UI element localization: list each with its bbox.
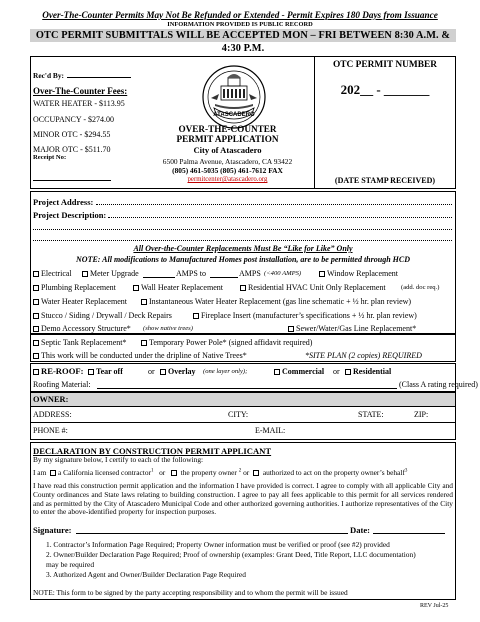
declaration-note-1: 1. Contractor’s Information Page Required; Property Owner information must be verified or proof (see #2) provided xyxy=(46,540,390,549)
fee-water-heater: WATER HEATER - $113.95 xyxy=(33,99,125,108)
date-stamp-label: (DATE STAMP RECEIVED) xyxy=(334,176,436,185)
fee-major-otc: MAJOR OTC - $511.70 xyxy=(33,145,111,154)
roofing-material-label: Roofing Material: xyxy=(33,380,91,389)
opt-hvac[interactable]: Residential HVAC Unit Only Replacement xyxy=(240,283,386,292)
project-description-field[interactable] xyxy=(108,217,452,218)
checkbox[interactable] xyxy=(141,299,147,305)
class-a-note: (Class A rating required) xyxy=(399,380,478,389)
checkbox[interactable] xyxy=(33,369,39,375)
receipt-no-field[interactable] xyxy=(33,180,111,181)
owner-phone-label: PHONE #: xyxy=(33,426,68,435)
date-label: Date: xyxy=(350,525,371,535)
checkbox[interactable] xyxy=(33,299,39,305)
opt-stucco[interactable]: Stucco / Siding / Drywall / Deck Repairs xyxy=(33,311,172,320)
checkbox-contractor[interactable] xyxy=(50,470,56,476)
fee-minor-otc: MINOR OTC - $294.55 xyxy=(33,130,111,139)
checkbox[interactable] xyxy=(33,326,39,332)
signature-label: Signature: xyxy=(33,525,72,535)
opt-septic[interactable]: Septic Tank Replacement* xyxy=(33,338,127,347)
opt-tear-off[interactable]: Tear off xyxy=(88,367,123,376)
project-description-label: Project Description: xyxy=(33,210,107,220)
city-email-link[interactable]: permitcenter@atascadero.org xyxy=(187,176,268,183)
amps-to-label: AMPS to xyxy=(176,269,207,278)
opt-demo[interactable]: Demo Accessory Structure* xyxy=(33,324,131,333)
project-description-line2[interactable] xyxy=(33,229,452,230)
owner-label: OWNER: xyxy=(33,395,69,404)
opt-sewer[interactable]: Sewer/Water/Gas Line Replacement* xyxy=(288,324,416,333)
opt-plumbing[interactable]: Plumbing Replacement xyxy=(33,283,116,292)
opt-dripline[interactable]: This work will be conducted under the dripline of Native Trees* xyxy=(33,351,247,360)
checkbox[interactable] xyxy=(33,313,39,319)
city-seal-icon xyxy=(201,64,267,130)
owner-zip-label: ZIP: xyxy=(414,410,429,419)
revision-label: REV Jul-25 xyxy=(420,603,449,609)
owner-address-label: ADDRESS: xyxy=(33,410,72,419)
permit-number-label: OTC PERMIT NUMBER xyxy=(333,60,437,70)
hcd-notice: NOTE: All modifications to Manufactured Homes post installation, are to be permitted through HCD xyxy=(76,255,410,264)
city-name: City of Atascadero xyxy=(193,145,262,155)
owner-city-label: CITY: xyxy=(228,410,249,419)
reroof-or-1: or xyxy=(148,367,155,376)
overlay-note: (one layer only); xyxy=(203,368,248,375)
declaration-note-2b: may be required xyxy=(46,560,95,569)
opt-wall-heater[interactable]: Wall Heater Replacement xyxy=(133,283,223,292)
amps-to-field[interactable] xyxy=(210,277,238,278)
permit-number-divider xyxy=(314,56,315,189)
checkbox[interactable] xyxy=(240,285,246,291)
fee-occupancy: OCCUPANCY - $274.00 xyxy=(33,115,114,124)
opt-commercial[interactable]: Commercial xyxy=(274,367,324,376)
recd-by-label: Rec'd By: xyxy=(33,71,64,80)
date-field[interactable] xyxy=(373,533,445,534)
opt-water-heater[interactable]: Water Heater Replacement xyxy=(33,297,127,306)
opt-temp-power[interactable]: Temporary Power Pole* (signed affidavit required) xyxy=(141,338,312,347)
declaration-intro: By my signature below, I certify to each of the following: xyxy=(33,455,204,464)
checkbox[interactable] xyxy=(33,340,39,346)
amps-label: AMPS xyxy=(239,269,261,278)
owner-header-bg xyxy=(31,393,455,406)
declaration-title: DECLARATION BY CONSTRUCTION PERMIT APPLICANT xyxy=(33,446,272,456)
opt-window[interactable]: Window Replacement xyxy=(319,269,398,278)
checkbox-owner[interactable] xyxy=(171,470,177,476)
checkbox[interactable] xyxy=(88,369,94,375)
checkbox[interactable] xyxy=(33,271,39,277)
owner-state-label: STATE: xyxy=(358,410,384,419)
permit-number-field[interactable]: 202__ - _______ xyxy=(340,82,430,97)
i-am-row: I am a California licensed contractor$^1$ or the property owner $^2$ or authorized to act on the property owner’s behalf$^3$ xyxy=(33,468,408,477)
opt-meter-upgrade[interactable]: Meter Upgrade xyxy=(82,269,139,278)
opt-reroof[interactable]: RE-ROOF: xyxy=(33,366,84,376)
fees-title: Over-The-Counter Fees: xyxy=(33,86,128,96)
checkbox[interactable] xyxy=(141,340,147,346)
checkbox[interactable] xyxy=(193,313,199,319)
checkbox[interactable] xyxy=(33,285,39,291)
like-for-like-notice: All Over-the-Counter Replacements Must Be “Like for Like” Only xyxy=(133,244,353,253)
opt-fireplace[interactable]: Fireplace Insert (manufacturer’s specifications + ½ hr. plan review) xyxy=(193,311,417,320)
checkbox[interactable] xyxy=(133,285,139,291)
seal-text: ATASCADERO xyxy=(213,112,255,118)
roofing-material-field[interactable] xyxy=(97,388,397,389)
declaration-final-note: NOTE: This form to be signed by the party accepting responsibility and to whom the permit will be issued xyxy=(33,588,348,597)
site-plan-required: *SITE PLAN (2 copies) REQUIRED xyxy=(305,351,422,360)
checkbox[interactable] xyxy=(274,369,280,375)
demo-note: (show native trees) xyxy=(143,325,193,332)
amps-from-field[interactable] xyxy=(143,277,175,278)
project-address-label: Project Address: xyxy=(33,197,94,207)
signature-field[interactable] xyxy=(76,533,348,534)
hvac-note: (add. doc req.) xyxy=(401,284,440,291)
declaration-paragraph: I have read this construction permit application and the information I have provided is correct. I agree to comply with all applicable City and County ordinances and State laws relating to building construction. I agree to pay all fees applicable to this permit for all services rendered and as permitted by the City of Atascadero Municipal Code and other authorized governing authorities. I authorize representatives of the City to enter the above-identified property for inspection purposes. xyxy=(33,481,453,517)
declaration-note-3: 3. Authorized Agent and Owner/Builder Declaration Page Required xyxy=(46,570,246,579)
opt-residential[interactable]: Residential xyxy=(345,367,391,376)
form-title-line2: PERMIT APPLICATION xyxy=(176,134,279,144)
amps-note: (<400 AMPS) xyxy=(264,270,302,277)
checkbox-agent[interactable] xyxy=(253,470,259,476)
project-address-field[interactable] xyxy=(96,204,452,205)
checkbox[interactable] xyxy=(319,271,325,277)
project-description-line3[interactable] xyxy=(33,240,452,241)
opt-instant-water-heater[interactable]: Instantaneous Water Heater Replacement (gas line schematic + ½ hr. plan review) xyxy=(141,297,411,306)
header-warning: Over-The-Counter Permits May Not Be Refunded or Extended - Permit Expires 180 Days from Issuance xyxy=(42,10,438,20)
receipt-no-label: Receipt No: xyxy=(33,154,67,161)
header-public-record: INFORMATION PROVIDED IS PUBLIC RECORD xyxy=(167,21,313,28)
checkbox[interactable] xyxy=(33,353,39,359)
form-title-line1: OVER-THE-COUNTER xyxy=(178,124,277,134)
submittal-hours-banner: OTC PERMIT SUBMITTALS WILL BE ACCEPTED MON – FRI BETWEEN 8:30 A.M. & 4:30 P.M. xyxy=(30,29,456,42)
owner-email-label: E-MAIL: xyxy=(255,426,286,435)
owner-divider xyxy=(31,406,455,407)
owner-divider-2 xyxy=(31,422,455,423)
opt-overlay[interactable]: Overlay xyxy=(160,367,196,376)
recd-by-field[interactable] xyxy=(67,77,131,78)
reroof-or-2: or xyxy=(333,367,340,376)
declaration-note-2: 2. Owner/Builder Declaration Page Required; Proof of ownership (examples: Grant Deed, Title Report, LLC documentation) xyxy=(46,550,416,559)
opt-electrical[interactable]: Electrical xyxy=(33,269,72,278)
city-phones: (805) 461-5035 (805) 461-7612 FAX xyxy=(172,166,283,175)
checkbox[interactable] xyxy=(160,369,166,375)
checkbox[interactable] xyxy=(82,271,88,277)
checkbox[interactable] xyxy=(345,369,351,375)
city-address: 6500 Palma Avenue, Atascadero, CA 93422 xyxy=(162,157,293,166)
checkbox[interactable] xyxy=(288,326,294,332)
